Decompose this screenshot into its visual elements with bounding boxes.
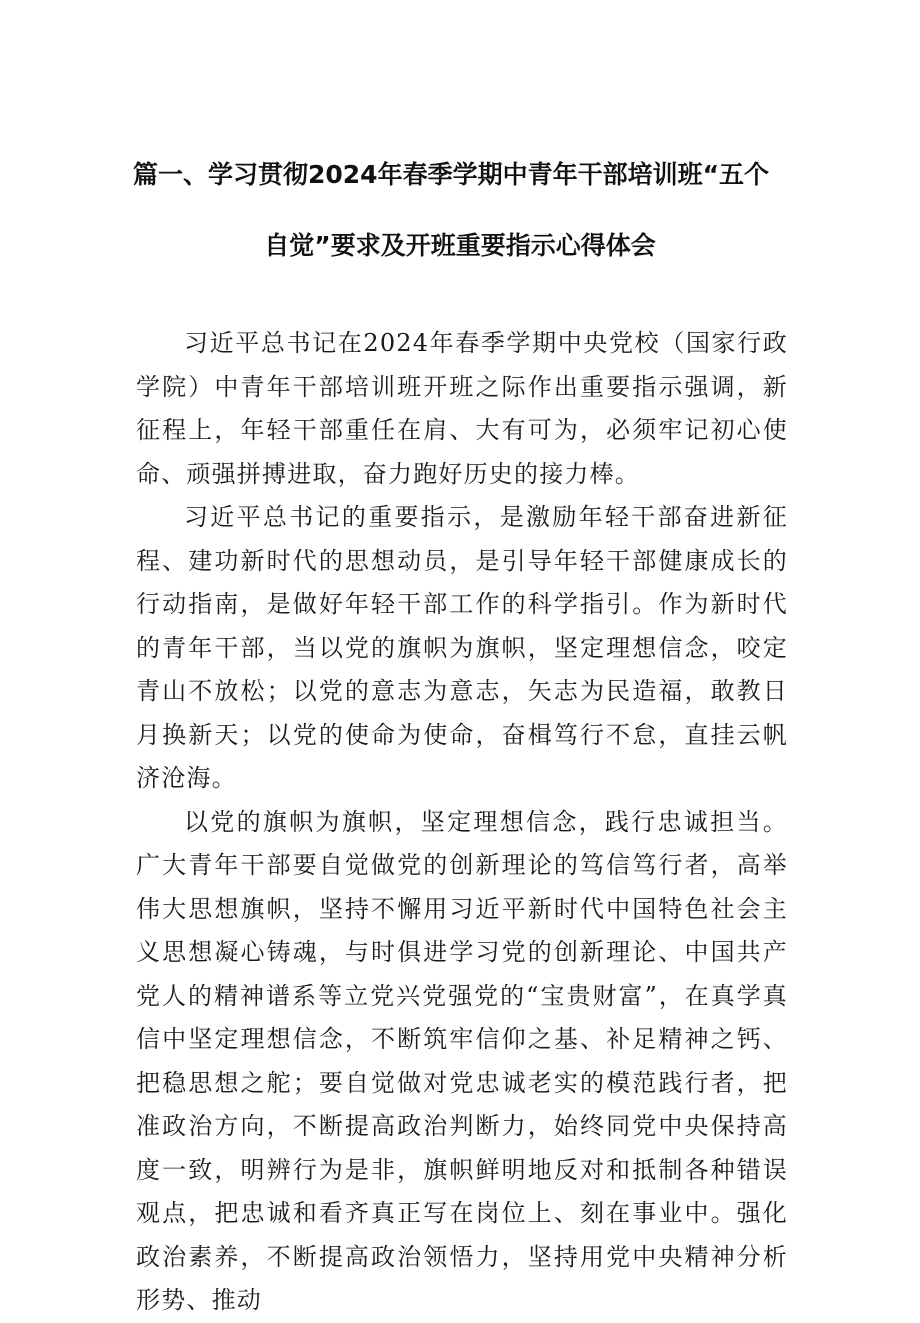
paragraph-2: 习近平总书记的重要指示，是激励年轻干部奋进新征程、建功新时代的思想动员，是引导年轻干部健康成长的行动指南，是做好年轻干部工作的科学指引。作为新时代的青年干部，当以党的旗帜为旗帜，坚定理想信念，咬定青山不放松；以党的意志为意志，矢志为民造福，敢教日月换新天；以党的使命为使命，奋楫笃行不怠，直挂云帆济沧海。 bbox=[136, 503, 788, 792]
paragraph-3: 以党的旗帜为旗帜，坚定理想信念，践行忠诚担当。广大青年干部要自觉做党的创新理论的笃信笃行者，高举伟大思想旗帜，坚持不懈用习近平新时代中国特色社会主义思想凝心铸魂，与时俱进学习党的创新理论、中国共产党人的精神谱系等立党兴党强党的“宝贵财富”，在真学真信中坚定理想信念，不断筑牢信仰之基、补足精神之钙、把稳思想之舵；要自觉做对党忠诚老实的模范践行者，把准政治方向，不断提高政治判断力，始终同党中央保持高度一致，明辨行为是非，旗帜鲜明地反对和抵制各种错误观点，把忠诚和看齐真正写在岗位上、刻在事业中。强化政治素养，不断提高政治领悟力，坚持用党中央精神分析形势、推动 bbox=[136, 807, 788, 1314]
document-title-line-1: 篇一、学习贯彻2024年春季学期中青年干部培训班“五个 bbox=[133, 160, 770, 189]
document-title-line-2: 自觉”要求及开班重要指示心得体会 bbox=[264, 231, 656, 260]
paragraph-1: 习近平总书记在2024年春季学期中央党校（国家行政学院）中青年干部培训班开班之际作出重要指示强调，新征程上，年轻干部重任在肩、大有可为，必须牢记初心使命、顽强拼搏进取，奋力跑好历史的接力棒。 bbox=[136, 329, 788, 488]
document-body bbox=[136, 322, 788, 1323]
